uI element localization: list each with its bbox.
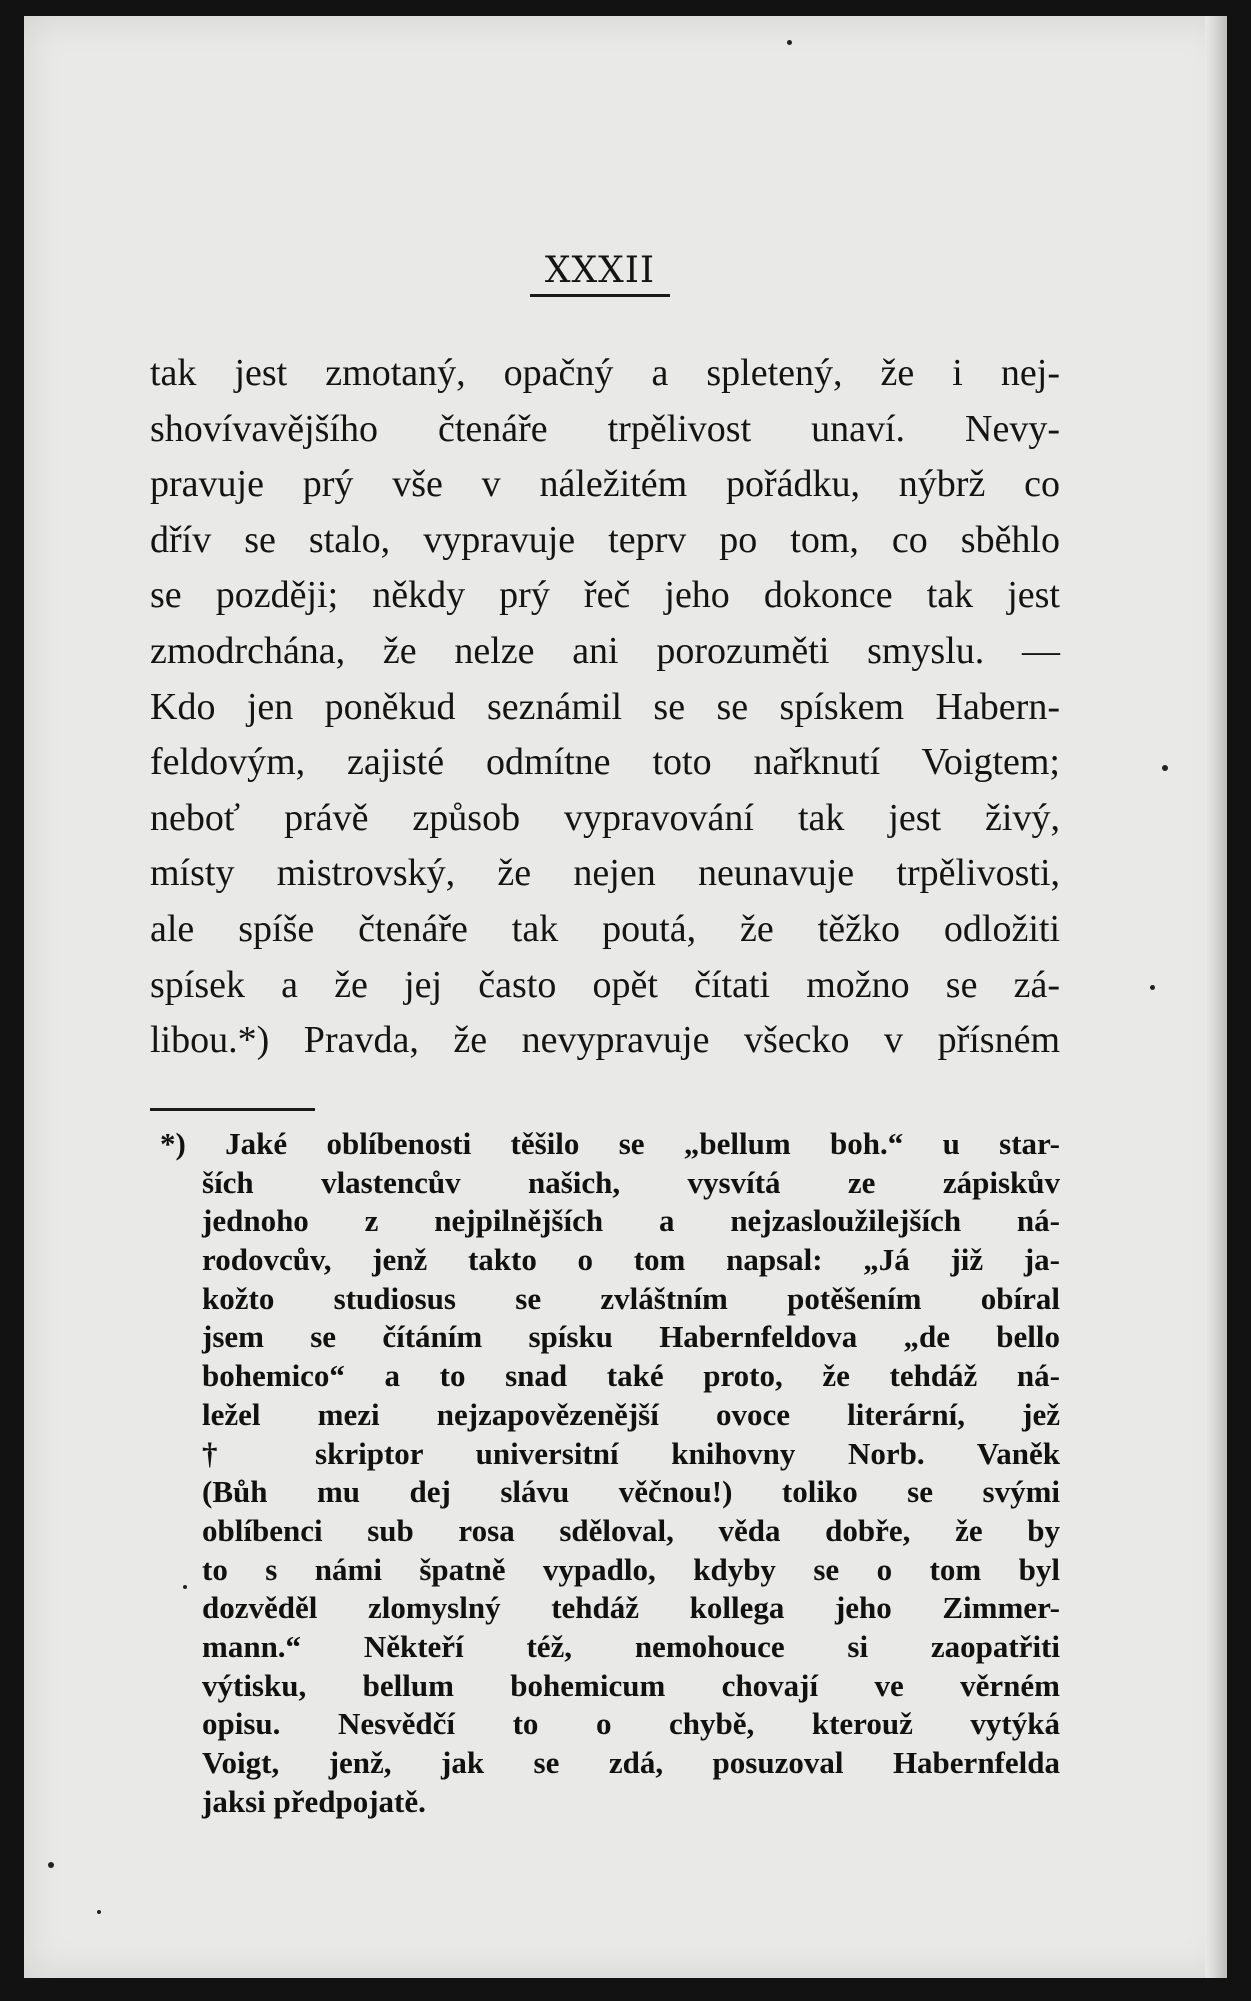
body-line: libou.*) Pravda, že nevypravuje všecko v přísném [150, 1019, 1060, 1062]
footnote-line: dozvěděl zlomyslný tehdáž kollega jeho Zimmer- [202, 1590, 1060, 1626]
body-line: pravuje prý vše v náležitém pořádku, nýbrž co [150, 463, 1060, 506]
footnote-line: (Bůh mu dej slávu věčnou!) toliko se svými [202, 1474, 1060, 1510]
body-line: Kdo jen poněkud seznámil se se spískem Habern- [150, 685, 1060, 728]
footnote-block [160, 1125, 1060, 1821]
footnote-line: mann.“ Někteří též, nemohouce si zaopatřiti [202, 1628, 1060, 1664]
footnote-line: ších vlastencův našich, vysvítá ze zápiskův [202, 1164, 1060, 1200]
body-line: dřív se stalo, vypravuje teprv po tom, co sběhlo [150, 518, 1060, 561]
scan-speck [1150, 985, 1155, 990]
page-number: XXXII [544, 250, 656, 291]
body-line: spísek a že jej často opět čítati možno se zá- [150, 963, 1060, 1006]
footnote-line: to s námi špatně vypadlo, kdyby se o tom byl [202, 1551, 1060, 1587]
scan-speck [787, 40, 792, 45]
page-number-underline [530, 294, 670, 297]
footnote-line: kožto studiosus se zvláštním potěšením obíral [202, 1280, 1060, 1316]
footnote-line: oblíbenci sub rosa sděloval, věda dobře, že by [202, 1512, 1060, 1548]
footnote-line: Voigt, jenž, jak se zdá, posuzoval Habernfelda [202, 1745, 1060, 1780]
footnote-line: jsem se čítáním spísku Habernfeldova „de bello [202, 1319, 1060, 1355]
scan-speck [1162, 765, 1168, 771]
body-line: feldovým, zajisté odmítne toto nařknutí Voigtem; [150, 741, 1060, 784]
scan-speck [183, 1585, 187, 1589]
footnote-separator [150, 1108, 315, 1111]
scan-speck [48, 1862, 54, 1868]
page-edge-shadow [1205, 16, 1227, 1978]
body-line: se později; někdy prý řeč jeho dokonce tak jest [150, 574, 1060, 617]
footnote-line: bohemico“ a to snad také proto, že tehdáž ná- [202, 1358, 1060, 1394]
scan-speck [97, 1910, 101, 1914]
footnote-line: *) Jaké oblíbenosti těšilo se „bellum boh.“ u star- [160, 1126, 1060, 1161]
body-line: ale spíše čtenáře tak poutá, že těžko odložiti [150, 907, 1060, 950]
footnote-line: jednoho z nejpilnějších a nejzasloužilejších ná- [202, 1203, 1060, 1239]
body-line: shovívavějšího čtenáře trpělivost unaví. Nevy- [150, 407, 1060, 450]
footnote-line: jaksi předpojatě. [202, 1783, 426, 1819]
footnote-line: opisu. Nesvědčí to o chybě, kterouž vytýká [202, 1706, 1060, 1742]
body-line: tak jest zmotaný, opačný a spletený, že i nej- [150, 352, 1060, 394]
body-line: neboť právě způsob vypravování tak jest živý, [150, 796, 1060, 839]
footnote-line: rodovcův, jenž takto o tom napsal: „Já již ja- [202, 1242, 1060, 1278]
body-line: místy mistrovský, že nejen neunavuje trpělivosti, [150, 852, 1060, 895]
footnote-line: ležel mezi nejzapovězenější ovoce literární, jež [202, 1396, 1060, 1432]
main-text-block [150, 346, 1060, 1069]
footnote-line: † skriptor universitní knihovny Norb. Vaněk [202, 1435, 1060, 1471]
body-line: zmodrchána, že nelze ani porozuměti smyslu. — [150, 629, 1060, 672]
footnote-line: výtisku, bellum bohemicum chovají ve věrném [202, 1667, 1060, 1703]
